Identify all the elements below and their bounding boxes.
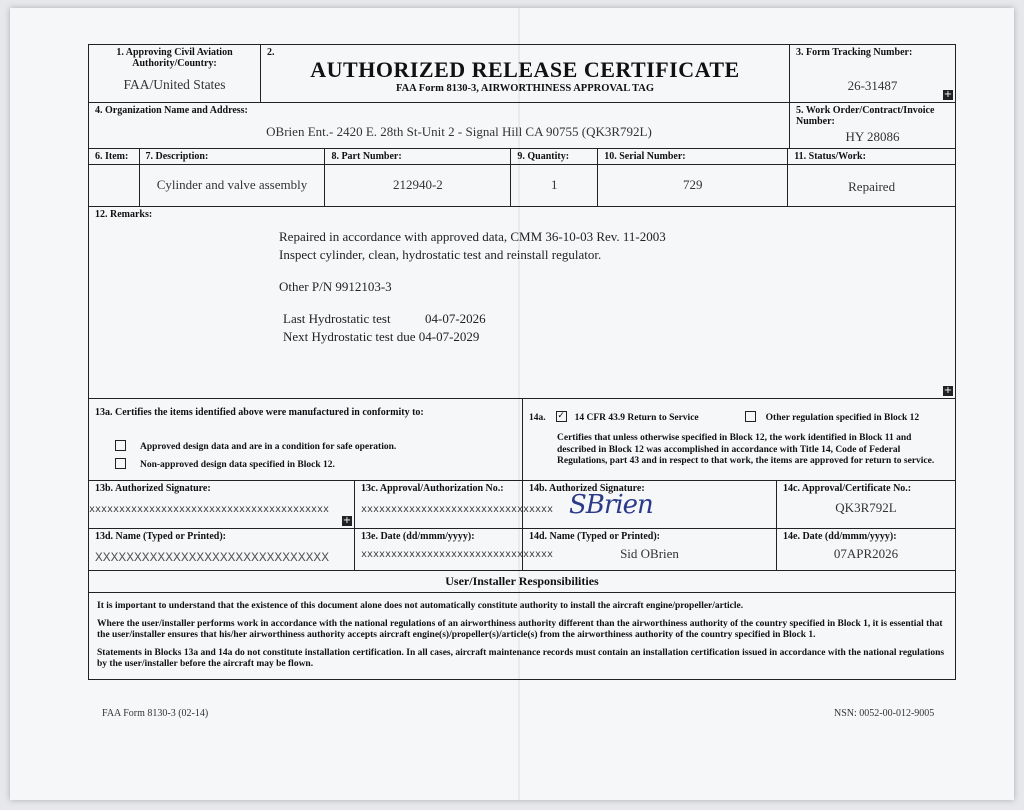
block-14a-options (529, 407, 949, 425)
block-14e-label: 14e. Date (dd/mmm/yyyy): (783, 531, 897, 542)
part-number-cell: 212940-2 (325, 165, 511, 207)
return-to-service-label: 14 CFR 43.9 Return to Service (574, 413, 699, 423)
block-13a-label: 13a. Certifies the items identified above were manufactured in conformity to: (95, 407, 424, 418)
certify-table (88, 398, 956, 481)
quantity-cell: 1 (511, 165, 598, 207)
non-approved-design-label: Non-approved design data specified in Block 12. (140, 460, 335, 470)
block-13b-label: 13b. Authorized Signature: (95, 483, 211, 494)
header-table (88, 44, 956, 103)
date-14e: 07APR2026 (833, 546, 899, 561)
last-hydro-date: 04-07-2026 (425, 311, 486, 326)
responsibilities-table (88, 570, 956, 680)
form-number-footer: FAA Form 8130-3 (02-14) (102, 708, 209, 719)
block-14a-label: 14a. (529, 413, 546, 423)
col-description-label: 7. Description: (145, 151, 209, 162)
item-cell (89, 165, 140, 207)
table-row (89, 165, 956, 207)
certificate-number-14c: QK3R792L (835, 500, 897, 515)
work-order-number: HY 28086 (845, 129, 900, 144)
form-title: AUTHORIZED RELEASE CERTIFICATE (310, 57, 740, 82)
last-hydro-label: Last Hydrostatic test (283, 311, 391, 326)
col-part-label: 8. Part Number: (331, 151, 402, 162)
block-14b (523, 481, 777, 529)
last-hydro-row (283, 310, 949, 328)
block-14c (777, 481, 956, 529)
block-14d-label: 14d. Name (Typed or Printed): (529, 531, 661, 542)
block-13a (89, 399, 523, 481)
block-1 (89, 45, 261, 103)
form-subtitle: FAA Form 8130-3, AIRWORTHINESS APPROVAL TAG (395, 83, 655, 94)
remarks-text (279, 228, 949, 346)
responsibility-paragraph-3: Statements in Blocks 13a and 14a do not constitute installation certification. In all cases, aircraft maintenance records must contain an installation certification issued in accordance with the national regulations by the user/installer before the aircraft may be flown. (97, 648, 945, 669)
expand-icon: + (943, 89, 953, 100)
block-13b (89, 481, 355, 529)
org-table (88, 102, 956, 149)
organization-name-address: OBrien Ent.- 2420 E. 28th St-Unit 2 - Signal Hill CA 90755 (QK3R792L) (266, 124, 652, 139)
col-status-header (788, 149, 956, 165)
signatures-table (88, 480, 956, 571)
block-14d (523, 529, 777, 571)
nsn-footer: NSN: 0052-00-012-9005 (834, 708, 935, 719)
block-2-label: 2. (267, 47, 275, 58)
document-sheet (10, 8, 1014, 800)
next-hydro-date: 04-07-2029 (418, 329, 480, 344)
col-serial-label: 10. Serial Number: (604, 151, 686, 162)
remarks-label: 12. Remarks: (95, 209, 153, 220)
col-item-header (89, 149, 140, 165)
responsibilities-title: User/Installer Responsibilities (445, 574, 599, 588)
option-approved-design (115, 436, 516, 454)
authorized-signature-13b: xxxxxxxxxxxxxxxxxxxxxxxxxxxxxxxxxxxxxxxx (89, 505, 330, 516)
other-regulation-label: Other regulation specified in Block 12 (765, 413, 920, 423)
block-13d (89, 529, 355, 571)
approved-design-checkbox[interactable] (115, 440, 126, 451)
col-quantity-label: 9. Quantity: (517, 151, 570, 162)
block-13d-label: 13d. Name (Typed or Printed): (95, 531, 227, 542)
block-3 (790, 45, 956, 103)
block-14b-label: 14b. Authorized Signature: (529, 483, 645, 494)
responsibility-paragraph-1: It is important to understand that the existence of this document alone does not automatically constitute authority to install the aircraft engine/propeller/article. (97, 601, 744, 611)
form-tracking-number: 26-31487 (847, 78, 898, 93)
return-to-service-checkbox[interactable]: ✓ (557, 410, 565, 421)
block-3-label: 3. Form Tracking Number: (796, 47, 913, 58)
description-cell: Cylinder and valve assembly (139, 165, 325, 207)
next-hydro-row (283, 328, 949, 346)
col-quantity-header (511, 149, 598, 165)
responsibility-paragraph-2: Where the user/installer performs work in accordance with the national regulations of an airworthiness authority different than the airworthiness authority of the country specified in Block 1, it is essential that the user/installer ensures that his/her airworthiness authority accepts aircraft engine(s)/propeller(s)/article(s) from the airworthiness authority of the country specified in Block 1. (97, 619, 943, 640)
block-4 (89, 103, 790, 149)
block-1-label: 1. Approving Civil Aviation Authority/Country: (116, 47, 233, 69)
block-13e (355, 529, 554, 571)
serial-number-cell: 729 (598, 165, 788, 207)
block-14a (523, 399, 956, 481)
block-12 (89, 207, 956, 399)
block-5 (790, 103, 956, 149)
block-5-label: 5. Work Order/Contract/Invoice Number: (796, 105, 935, 127)
responsibilities-title-cell (89, 571, 956, 593)
block-4-label: 4. Organization Name and Address: (95, 105, 248, 116)
option-non-approved-design (115, 454, 516, 472)
remarks-table (88, 206, 956, 399)
responsibilities-body (89, 593, 956, 680)
remarks-line-2: Inspect cylinder, clean, hydrostatic test and reinstall regulator. (279, 247, 602, 262)
col-serial-header (598, 149, 788, 165)
approved-design-label: Approved design data and are in a condition for safe operation. (140, 442, 397, 452)
name-13d: XXXXXXXXXXXXXXXXXXXXXXXXXXXXXX (95, 550, 330, 565)
certificate-form (88, 44, 956, 680)
next-hydro-label: Next Hydrostatic test due (283, 329, 416, 344)
remarks-line-1: Repaired in accordance with approved data, CMM 36-10-03 Rev. 11-2003 (279, 229, 666, 244)
approval-number-13c: xxxxxxxxxxxxxxxxxxxxxxxxxxxxxxxx (361, 505, 554, 516)
block-2 (261, 45, 790, 103)
block-13c-label: 13c. Approval/Authorization No.: (361, 483, 504, 494)
col-item-label: 6. Item: (95, 151, 129, 162)
block-14a-statement: Certifies that unless otherwise specified in Block 12, the work identified in Block 11 and described in Block 12 was accomplished in accordance with Title 14, Code of Federal Regulations, part 43 and in respect to that work, the items are approved for return to service. (557, 433, 935, 466)
block-1-value: FAA/United States (123, 77, 226, 92)
status-cell: Repaired (788, 165, 956, 207)
block-14e (777, 529, 956, 571)
name-14d: Sid OBrien (620, 546, 679, 561)
col-part-header (325, 149, 511, 165)
handwritten-signature: SBrien (569, 490, 653, 520)
block-14c-label: 14c. Approval/Certificate No.: (783, 483, 912, 494)
block-13e-label: 13e. Date (dd/mmm/yyyy): (361, 531, 475, 542)
items-table (88, 148, 956, 207)
other-regulation-checkbox[interactable] (745, 411, 756, 422)
remarks-line-3: Other P/N 9912103-3 (279, 279, 392, 294)
non-approved-design-checkbox[interactable] (115, 458, 126, 469)
block-13c (355, 481, 554, 529)
expand-icon: + (943, 385, 953, 396)
col-status-label: 11. Status/Work: (794, 151, 866, 162)
col-description-header (139, 149, 325, 165)
date-13e: xxxxxxxxxxxxxxxxxxxxxxxxxxxxxxxx (361, 550, 554, 561)
expand-icon: + (342, 515, 352, 526)
